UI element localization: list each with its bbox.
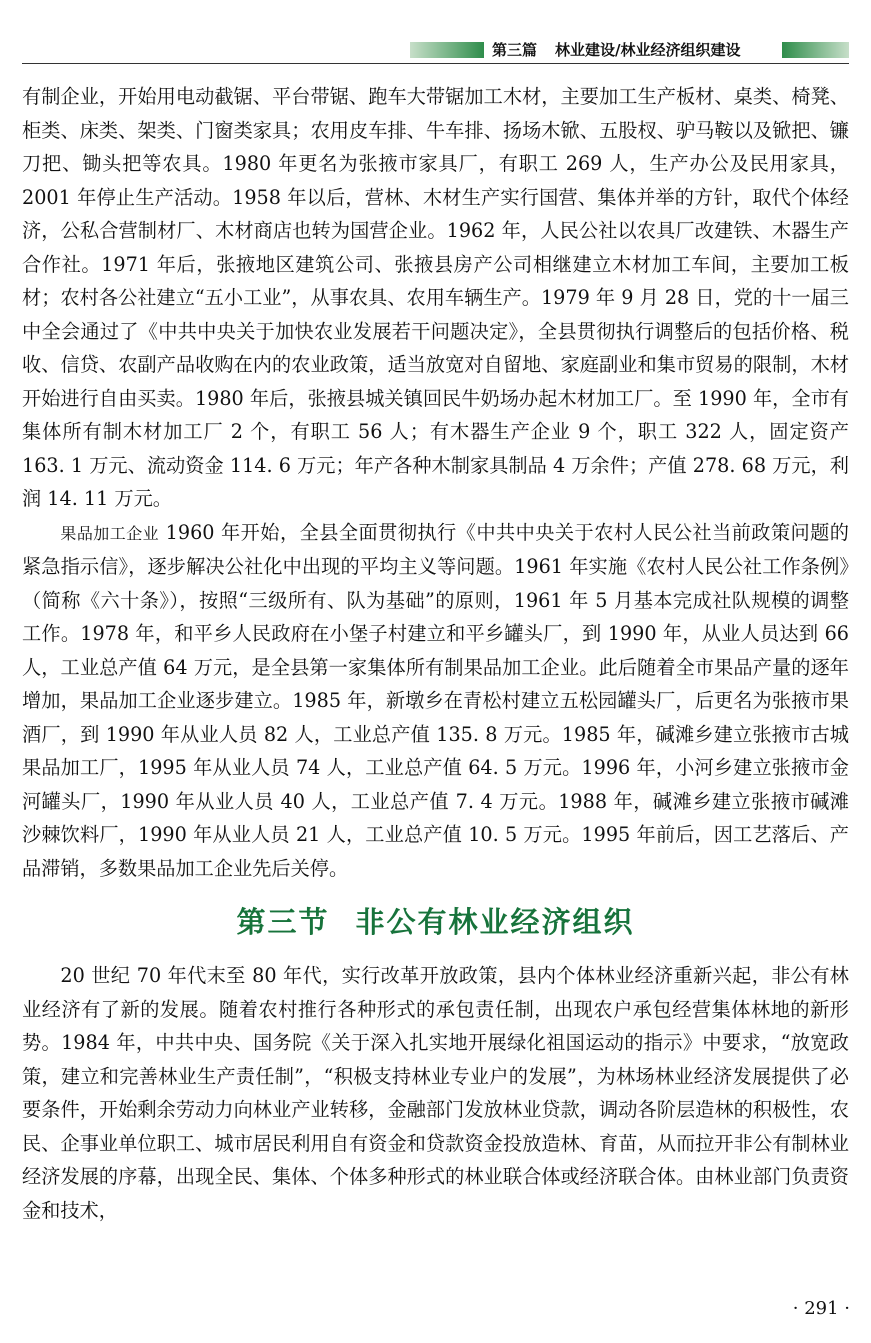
paragraph-non-public-forestry: 20 世纪 70 年代末至 80 年代，实行改革开放政策，县内个体林业经济重新兴起，非公有林业经济有了新的发展。随着农村推行各种形式的承包责任制，出现农户承包经营集体林地的新形势。1984 年，中共中央、国务院《关于深入扎实地开展绿化祖国运动的指示》中要求，“放宽政策，建立和完善林业生产责任制”，“积极支持林业专业户的发展”，为林场林业经济发展提供了必要条件，开始剩余劳动力向林业产业转移，金融部门发放林业贷款，调动各阶层造林的积极性，农民、企事业单位职工、城市居民利用自有资金和贷款资金投放造林、育苗，从而拉开非公有制林业经济发展的序幕，出现全民、集体、个体多种形式的林业联合体或经济联合体。由林业部门负责资金和技术， — [22, 964, 849, 1222]
section-title: 非公有林业经济组织 — [355, 905, 635, 939]
page-body — [22, 80, 849, 1227]
section-number: 第三节 — [236, 905, 330, 939]
header-rule — [22, 63, 849, 64]
section-heading — [22, 902, 849, 942]
page-number: · 291 · — [792, 1298, 850, 1319]
paragraph-term: 果品加工企业 — [60, 523, 160, 543]
header-decor-bar-left — [410, 42, 484, 58]
header-text — [492, 40, 741, 60]
header-decor-bar-right — [782, 42, 849, 58]
paragraph-fruit-processing — [22, 516, 849, 886]
header-part: 第三篇 — [492, 41, 538, 59]
paragraph-body: 1960 年开始，全县全面贯彻执行《中共中央关于农村人民公社当前政策问题的紧急指示信》，逐步解决公社化中出现的平均主义等问题。1961 年实施《农村人民公社工作条例》（简称《六十条》），按照“三级所有、队为基础”的原则，1961 年 5 月基本完成社队规模的调整工作。1978 年，和平乡人民政府在小堡子村建立和平乡罐头厂，到 1990 年，从业人员达到 66 人，工业总产值 64 万元，是全县第一家集体所有制果品加工企业。此后随着全市果品产量的逐年增加，果品加工企业逐步建立。1985 年，新墩乡在青松村建立五松园罐头厂，后更名为张掖市果酒厂，到 1990 年从业人员 82 人，工业总产值 135. 8 万元。1985 年，碱滩乡建立张掖市古城果品加工厂，1995 年从业人员 74 人，工业总产值 64. 5 万元。1996 年，小河乡建立张掖市金河罐头厂，1990 年从业人员 40 人，工业总产值 7. 4 万元。1988 年，碱滩乡建立张掖市碱滩沙棘饮料厂，1990 年从业人员 21 人，工业总产值 10. 5 万元。1995 年前后，因工艺落后、产品滞销，多数果品加工企业先后关停。 — [22, 520, 849, 880]
paragraph-woodworking: 有制企业，开始用电动截锯、平台带锯、跑车大带锯加工木材，主要加工生产板材、桌类、椅凳、柜类、床类、架类、门窗类家具；农用皮车排、牛车排、扬场木锨、五股杈、驴马鞍以及锨把、镰刀把、锄头把等农具。1980 年更名为张掖市家具厂，有职工 269 人，生产办公及民用家具，2001 年停止生产活动。1958 年以后，营林、木材生产实行国营、集体并举的方针，取代个体经济，公私合营制材厂、木材商店也转为国营企业。1962 年，人民公社以农具厂改建铁、木器生产合作社。1971 年后，张掖地区建筑公司、张掖县房产公司相继建立木材加工车间，主要加工板材；农村各公社建立“五小工业”，从事农具、农用车辆生产。1979 年 9 月 28 日，党的十一届三中全会通过了《中共中央关于加快农业发展若干问题决定》，全县贯彻执行调整后的包括价格、税收、信贷、农副产品收购在内的农业政策，适当放宽对自留地、家庭副业和集市贸易的限制，木材开始进行自由买卖。1980 年后，张掖县城关镇回民牛奶场办起木材加工厂。至 1990 年，全市有集体所有制木材加工厂 2 个，有职工 56 人；有木器生产企业 9 个，职工 322 人，固定资产 163. 1 万元、流动资金 114. 6 万元；年产各种木制家具制品 4 万余件；产值 278. 68 万元，利润 14. 11 万元。 — [22, 85, 849, 510]
running-header — [22, 40, 849, 60]
header-chapter: 林业建设/林业经济组织建设 — [555, 41, 741, 59]
